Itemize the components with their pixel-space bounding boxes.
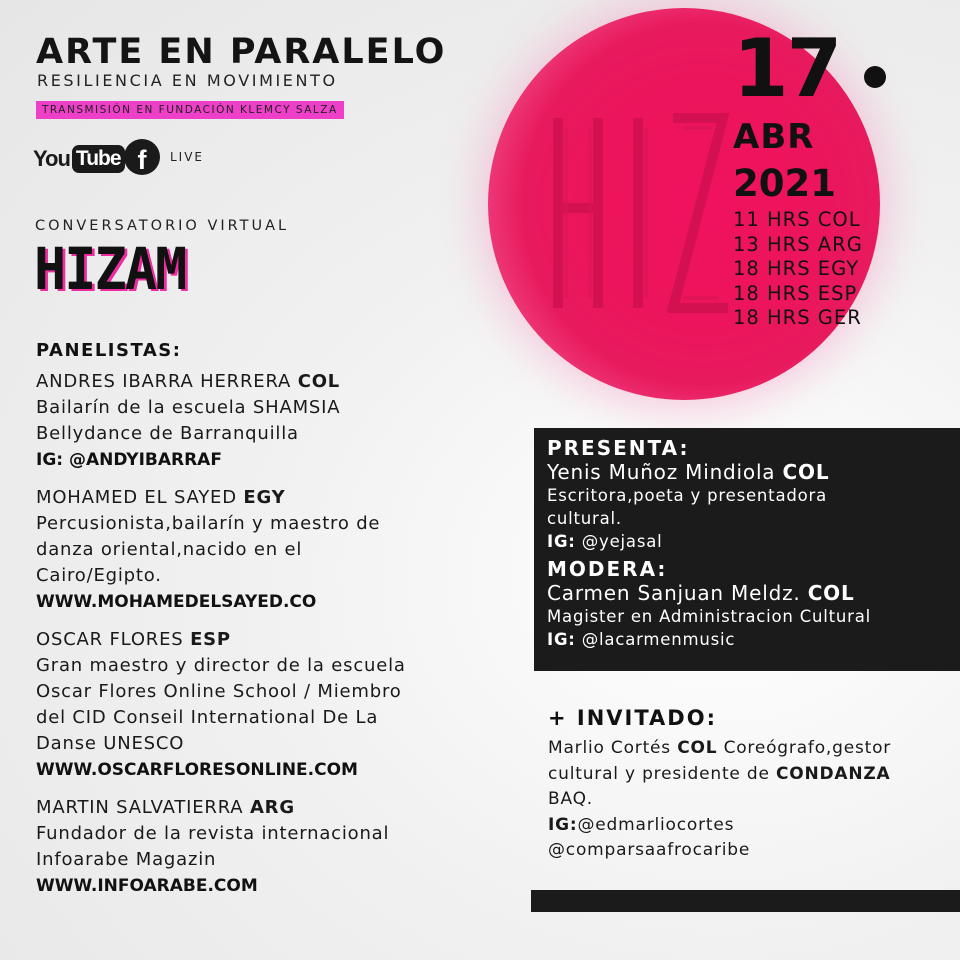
date-dot: [864, 66, 886, 88]
panelist-bio-line: Cairo/Egipto.: [36, 565, 162, 586]
time-list: [733, 208, 863, 331]
panelist-name: ANDRES IBARRA HERRERA: [36, 371, 292, 392]
panelist-bio-line: Oscar Flores Online School / Miembro: [36, 681, 402, 702]
panelist-bio-line: Percusionista,bailarín y maestro de: [36, 513, 381, 534]
presenter-bio-line: cultural.: [547, 509, 622, 528]
moderator-name: Carmen Sanjuan Meldz.: [547, 581, 801, 605]
panelist-contact-link[interactable]: WWW.OSCARFLORESONLINE.COM: [36, 760, 358, 780]
page-subtitle: RESILIENCIA EN MOVIMIENTO: [37, 71, 338, 90]
ig-label: IG:: [547, 532, 576, 551]
presenter-heading: PRESENTA:: [547, 436, 690, 460]
youtube-you-text: You: [33, 146, 70, 171]
time-item: 11 HRS COL: [733, 208, 861, 231]
time-item: 13 HRS ARG: [733, 232, 863, 256]
panelist-card: [36, 369, 496, 473]
panelist-contact-link[interactable]: IG: @ANDYIBARRAF: [36, 450, 222, 470]
event-name-logo: HIZAM: [34, 235, 186, 303]
presenter-bio-line: Escritora,poeta y presentadora: [547, 486, 828, 505]
panelist-bio-line: del CID Conseil International De La: [36, 707, 379, 728]
guest-section: [548, 706, 948, 864]
date-month: ABR: [733, 117, 815, 157]
ig-handle: @yejasal: [575, 532, 663, 551]
panelist-name: MOHAMED EL SAYED: [36, 487, 237, 508]
panelist-card: [36, 627, 496, 783]
panelist-bio-line: Fundador de la revista internacional: [36, 823, 390, 844]
moderator-country: COL: [807, 581, 855, 605]
moderator-ig[interactable]: [547, 628, 948, 651]
time-item: 18 HRS GER: [733, 306, 862, 329]
panelists-heading: PANELISTAS:: [36, 340, 182, 361]
moderator-heading: MODERA:: [547, 557, 668, 581]
panelist-contact-link[interactable]: WWW.INFOARABE.COM: [36, 876, 258, 896]
facebook-icon[interactable]: f: [124, 139, 160, 175]
panelists-section: [36, 340, 496, 911]
panelist-country: COL: [297, 371, 341, 392]
page-title: ARTE EN PARALELO: [36, 32, 447, 72]
date-year: 2021: [733, 162, 836, 205]
ig-label: IG:: [547, 630, 576, 649]
youtube-logo-icon[interactable]: [33, 145, 125, 173]
presenter-moderator-box: [534, 428, 960, 671]
moderator-bio-line: Magister en Administracion Cultural: [547, 607, 872, 626]
time-item: 18 HRS ESP: [733, 281, 858, 305]
presenter-ig[interactable]: [547, 530, 948, 553]
ig-handle: @lacarmenmusic: [575, 630, 736, 649]
panelist-name: OSCAR FLORES: [36, 629, 184, 650]
presenter-country: COL: [782, 460, 830, 484]
guest-bio-line: BAQ.: [548, 789, 593, 809]
panelist-country: ARG: [249, 797, 295, 818]
panelist-card: [36, 795, 496, 899]
panelist-bio-line: Danse UNESCO: [36, 733, 185, 754]
presenter-name: Yenis Muñoz Mindiola: [547, 460, 776, 484]
panelist-bio-line: Bellydance de Barranquilla: [36, 423, 299, 444]
guest-org: CONDANZA: [775, 763, 891, 784]
date-day: 17: [733, 22, 841, 115]
live-label: LIVE: [170, 150, 205, 164]
panelist-country: EGY: [243, 487, 286, 508]
panelist-bio-line: Infoarabe Magazin: [36, 849, 217, 870]
panelist-card: [36, 485, 496, 615]
guest-heading: + INVITADO:: [548, 706, 717, 730]
guest-handle-2[interactable]: @comparsaafrocaribe: [548, 840, 751, 860]
guest-country: COL: [677, 738, 718, 758]
panelist-name: MARTIN SALVATIERRA: [36, 797, 244, 818]
event-type: CONVERSATORIO VIRTUAL: [35, 218, 290, 234]
transmission-tag: TRANSMISIÓN EN FUNDACIÓN KLEMCY SALZA: [36, 101, 344, 119]
guest-bio-text: Coreógrafo,gestor: [717, 738, 892, 758]
panelist-bio-line: danza oriental,nacido en el: [36, 539, 303, 560]
youtube-tube-text: Tube: [72, 145, 125, 173]
guest-ig[interactable]: [548, 813, 948, 839]
guest-bio-text: cultural y presidente de: [548, 763, 776, 784]
ig-label: IG:: [548, 814, 578, 835]
panelist-country: ESP: [190, 629, 231, 650]
panelist-contact-link[interactable]: WWW.MOHAMEDELSAYED.CO: [36, 592, 317, 612]
panelist-bio-line: Gran maestro y director de la escuela: [36, 655, 406, 676]
time-item: 18 HRS EGY: [733, 257, 860, 280]
ig-handle: @edmarliocortes: [577, 814, 735, 835]
panelist-bio-line: Bailarín de la escuela SHAMSIA: [36, 397, 341, 418]
guest-name: Marlio Cortés: [548, 738, 671, 758]
bottom-bar: [531, 890, 960, 912]
